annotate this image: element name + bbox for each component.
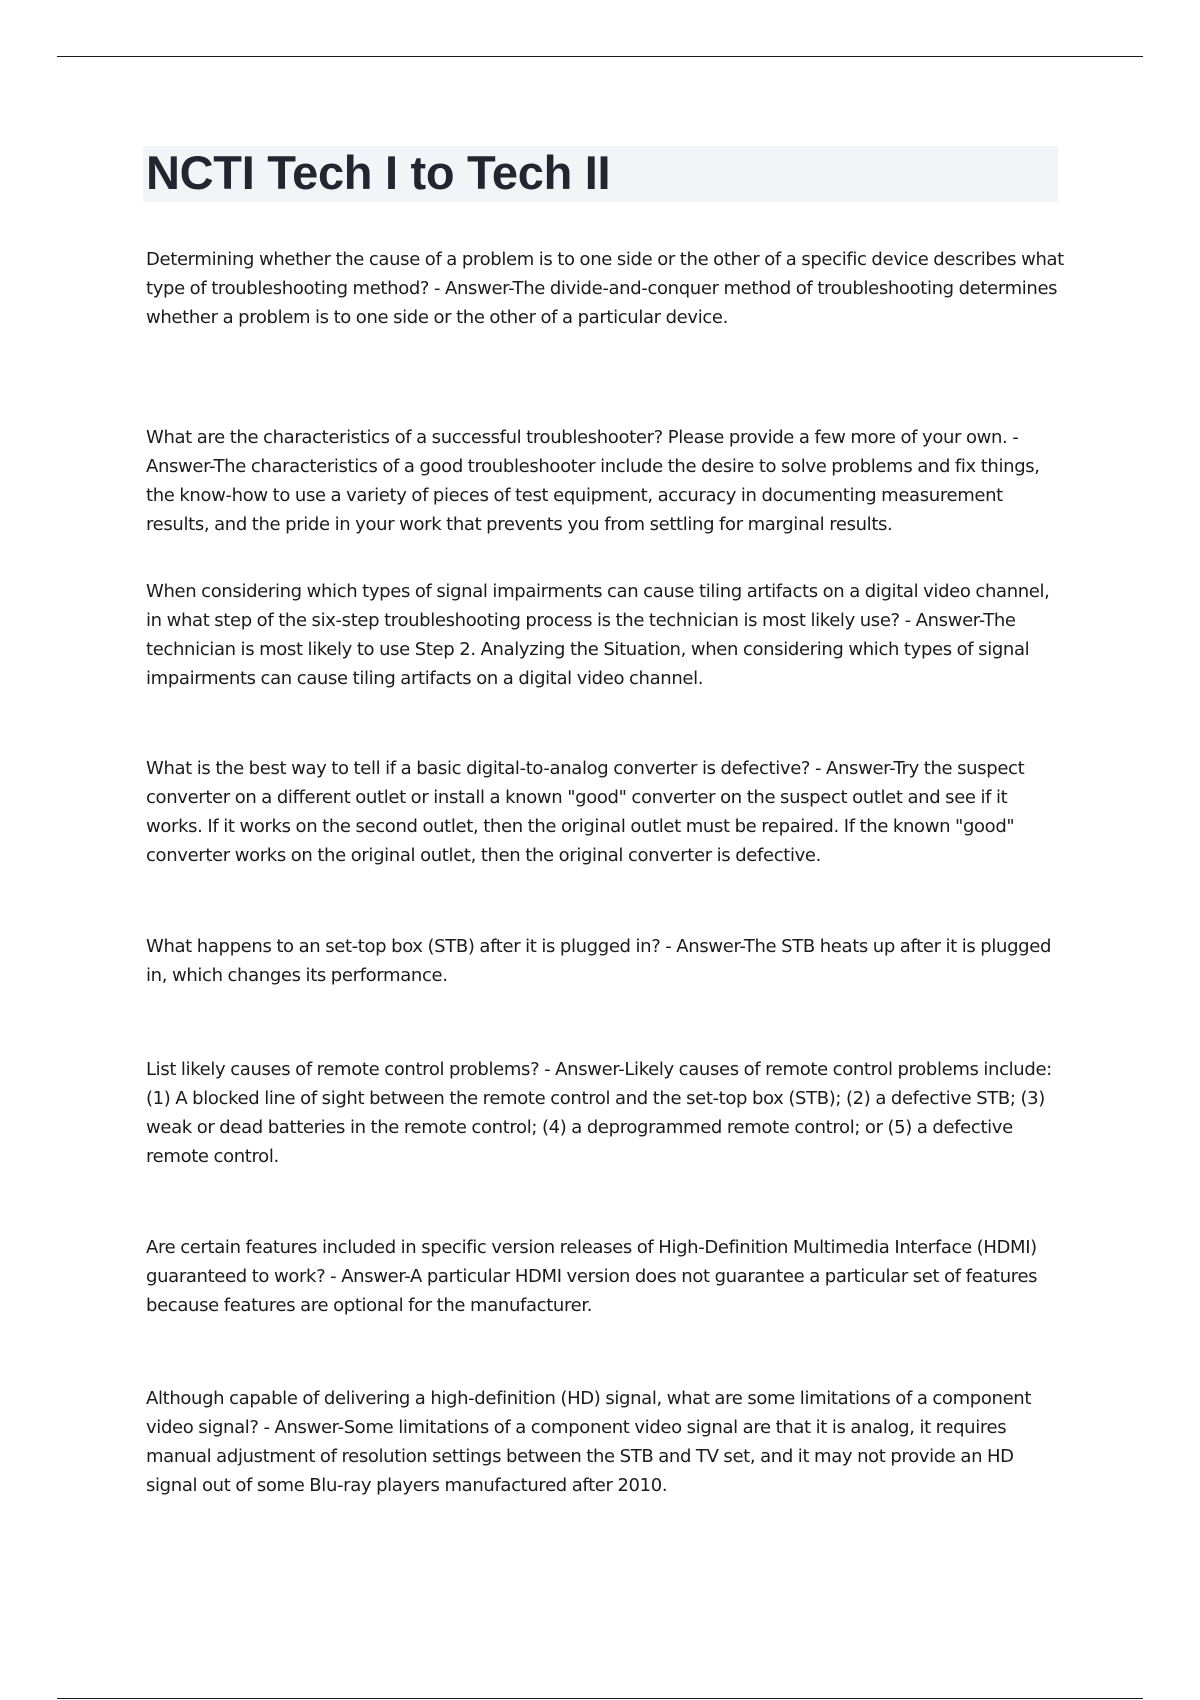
qa-entry-8: Although capable of delivering a high-definition (HD) signal, what are some limitations of a component video signal? - Answer-Some limitations of a component video signal are that it is analog, it requires manual adjustment of resolution settings between the STB and TV set, and it may not provide an HD signal out of some Blu-ray players manufactured after 2010.: [146, 1388, 1032, 1496]
qa-entry-6: List likely causes of remote control problems? - Answer-Likely causes of remote control problems include: (1) A blocked line of sight between the remote control and the set-top box (STB); (2) a defective STB; (3) weak or dead batteries in the remote control; (4) a deprogrammed remote control; or (5) a defective remote control.: [146, 1059, 1052, 1167]
page-title: NCTI Tech I to Tech II: [146, 146, 611, 199]
qa-entry-2: What are the characteristics of a successful troubleshooter? Please provide a few more of your own. - Answer-The characteristics of a good troubleshooter include the desire to solve problems and fix things, the know-how to use a variety of pieces of test equipment, accuracy in documenting measurement results, and the pride in your work that prevents you from settling for marginal results.: [146, 427, 1040, 535]
qa-entry-1: Determining whether the cause of a problem is to one side or the other of a specific device describes what type of troubleshooting method? - Answer-The divide-and-conquer method of troubleshooting determines whether a problem is to one side or the other of a particular device.: [146, 249, 1064, 328]
bottom-rule: [57, 1698, 1143, 1699]
qa-entry-4: What is the best way to tell if a basic digital-to-analog converter is defective? - Answer-Try the suspect converter on a different outlet or install a known "good" converter on the suspect outlet and see if it works. If it works on the second outlet, then the original outlet must be repaired. If the known "good" converter works on the original outlet, then the original converter is defective.: [146, 758, 1025, 866]
qa-entry-7: Are certain features included in specific version releases of High-Definition Multimedia Interface (HDMI) guaranteed to work? - Answer-A particular HDMI version does not guarantee a particular set of features because features are optional for the manufacturer.: [146, 1237, 1038, 1316]
qa-entry-3: When considering which types of signal impairments can cause tiling artifacts on a digital video channel, in what step of the six-step troubleshooting process is the technician is most likely use? - Answer-The technician is most likely to use Step 2. Analyzing the Situation, when considering which types of signal impairments can cause tiling artifacts on a digital video channel.: [146, 581, 1050, 689]
top-rule: [57, 56, 1143, 57]
qa-entry-5: What happens to an set-top box (STB) after it is plugged in? - Answer-The STB heats up after it is plugged in, which changes its performance.: [146, 936, 1052, 986]
